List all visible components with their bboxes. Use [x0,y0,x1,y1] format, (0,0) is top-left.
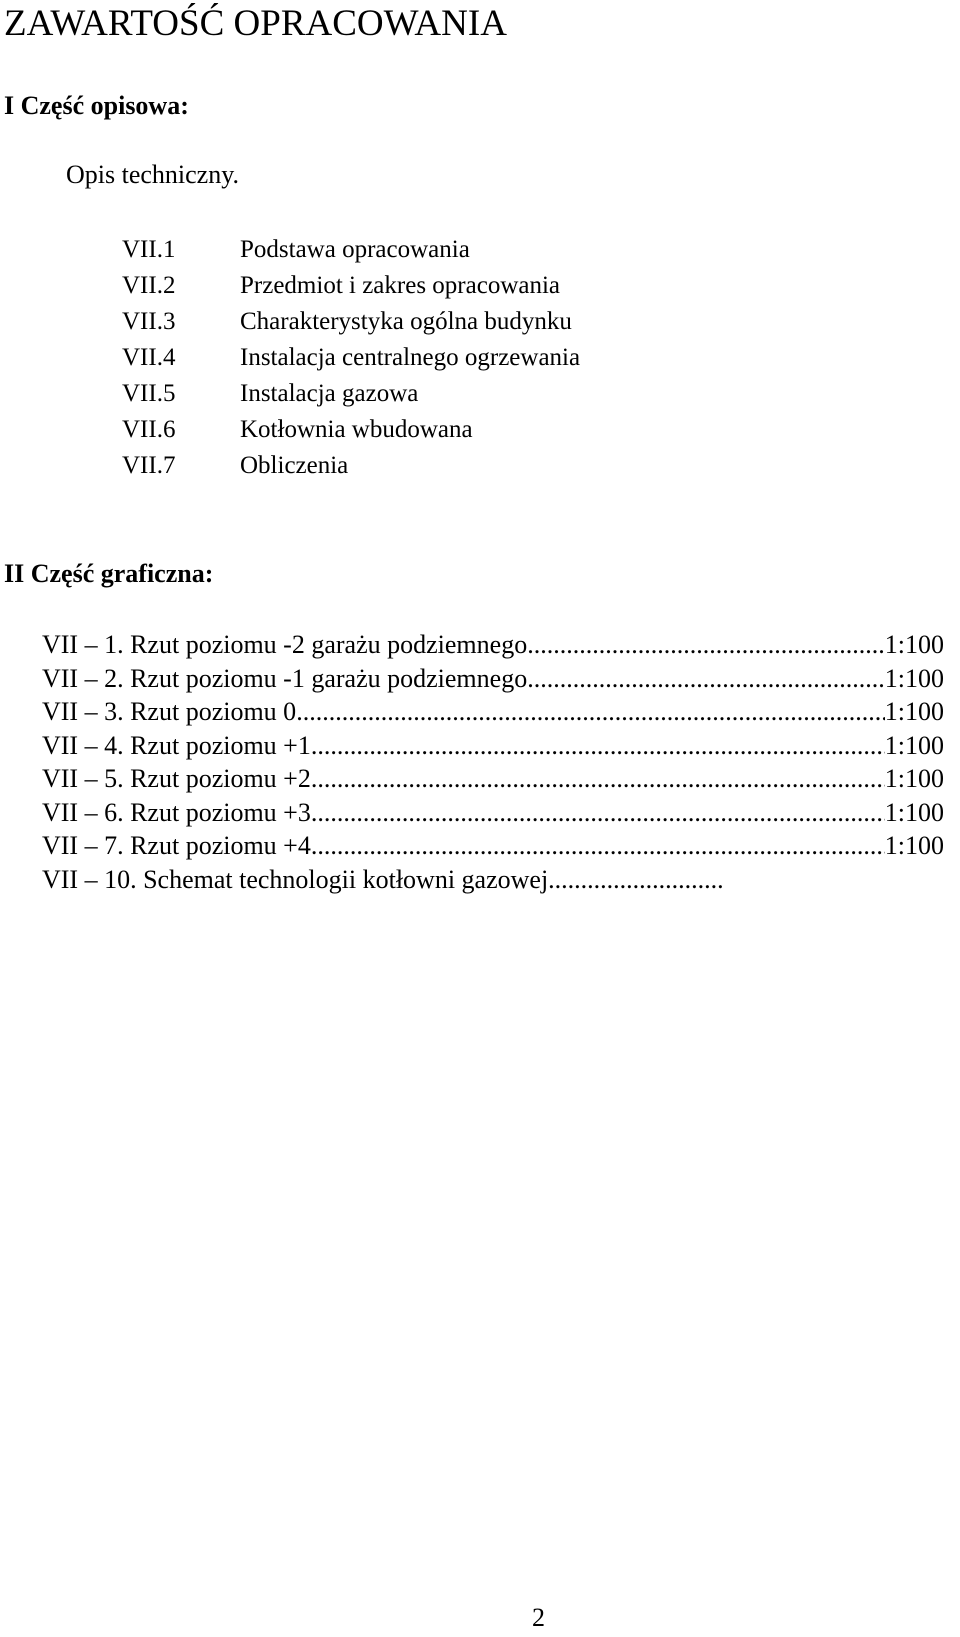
drawing-scale: 1:100 [884,663,944,693]
drawing-scale: 1:100 [884,697,944,726]
drawing-label: VII – 4. Rzut poziomu +1 [42,730,311,760]
toc-item-text: Przedmiot i zakres opracowania [240,272,561,299]
drawing-item [42,695,944,729]
drawing-item [42,729,944,763]
toc-item-number: VII.1 [122,236,176,263]
drawing-label: VII – 1. Rzut poziomu -2 garażu podziemnego [42,630,528,659]
drawing-scale: 1:100 [884,630,944,659]
toc-item-text: Kotłownia wbudowana [240,416,473,443]
drawing-scale: 1:100 [884,831,944,860]
toc-item [122,340,580,376]
toc-item-text: Instalacja gazowa [240,380,419,407]
toc-item [122,232,580,268]
page-number: 2 [532,1603,545,1632]
toc-item-text: Podstawa opracowania [240,236,470,263]
toc-item-number: VII.2 [122,272,176,299]
drawing-label: VII – 10. Schemat technologii kotłowni gazowej [42,864,549,894]
drawing-item [42,829,944,863]
drawing-item [42,628,944,662]
toc-item [122,376,580,412]
technical-description-label: Opis techniczny. [66,160,240,189]
drawing-scale: 1:100 [884,730,944,760]
toc-item-number: VII.3 [122,308,176,335]
drawings-list [42,628,944,896]
descriptive-contents-list [122,232,580,484]
toc-item [122,268,580,304]
drawing-label: VII – 3. Rzut poziomu 0 [42,697,297,726]
toc-item-number: VII.6 [122,416,176,443]
toc-item [122,412,580,448]
dot-leader [311,729,885,763]
dot-leader: ........................... [548,864,724,894]
section-heading-graphic: II Część graficzna: [4,559,214,588]
drawing-item [42,796,944,830]
drawing-item [42,762,944,796]
section-heading-descriptive: I Część opisowa: [4,91,189,120]
toc-item [122,448,580,484]
dot-leader [311,796,885,830]
dot-leader [296,695,885,729]
document-title: ZAWARTOŚĆ OPRACOWANIA [4,3,507,44]
drawing-label: VII – 7. Rzut poziomu +4 [42,831,311,860]
toc-item-text: Charakterystyka ogólna budynku [240,308,572,335]
toc-item-text: Obliczenia [240,452,349,479]
dot-leader [527,628,885,662]
drawing-item [42,863,944,897]
dot-leader [311,829,885,863]
dot-leader [527,662,885,696]
toc-item-number: VII.5 [122,380,176,407]
toc-item-number: VII.4 [122,344,176,371]
drawing-label: VII – 5. Rzut poziomu +2 [42,764,311,793]
drawing-scale: 1:100 [884,764,944,793]
drawing-label: VII – 6. Rzut poziomu +3 [42,797,311,827]
toc-item [122,304,580,340]
drawing-item [42,662,944,696]
drawing-scale: 1:100 [884,797,944,827]
dot-leader [311,762,885,796]
toc-item-text: Instalacja centralnego ogrzewania [240,344,581,371]
drawing-label: VII – 2. Rzut poziomu -1 garażu podziemnego [42,663,528,693]
toc-item-number: VII.7 [122,452,176,479]
